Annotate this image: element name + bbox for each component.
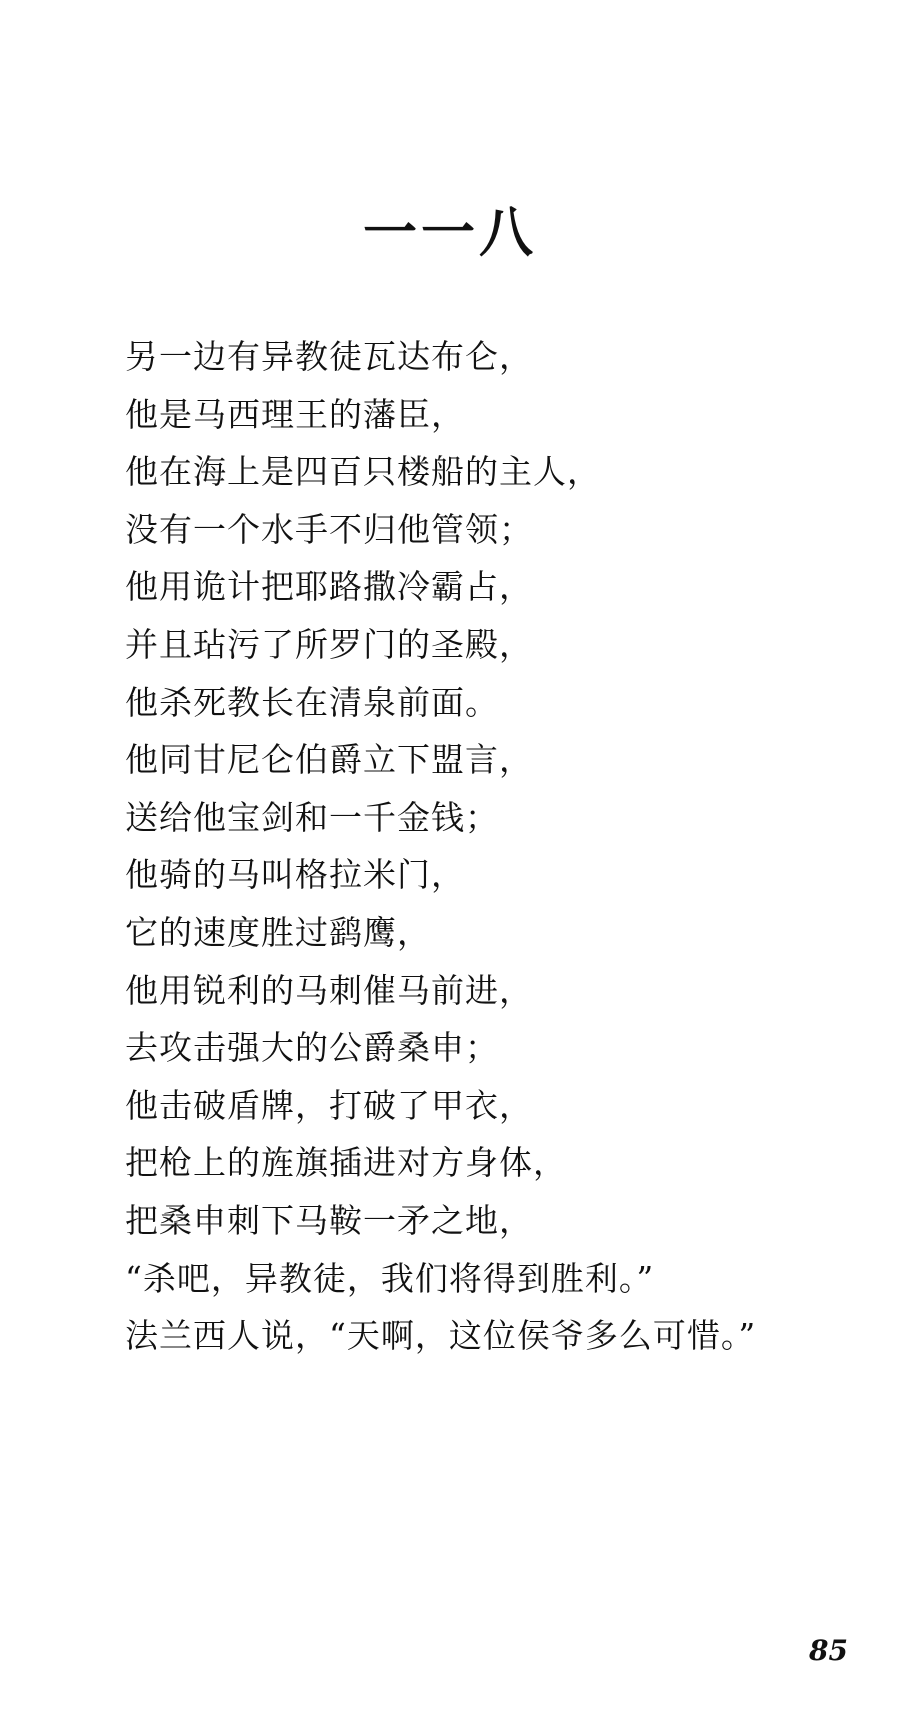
poem-line: 另一边有异教徒瓦达布仑， xyxy=(125,337,533,376)
poem-line: “杀吧，异教徒，我们将得到胜利。” xyxy=(125,1258,655,1298)
poem-line: 他骑的马叫格拉米门， xyxy=(125,855,465,895)
poem-line: 他杀死教长在清泉前面。 xyxy=(125,682,499,722)
poem-line: 他是马西理王的藩臣， xyxy=(125,394,465,434)
poem-line: 他用锐利的马刺催马前进， xyxy=(125,970,533,1010)
poem-line: 法兰西人说，“天啊，这位侯爷多么可惜。” xyxy=(125,1316,757,1356)
section-title: 一一八 xyxy=(363,200,537,264)
poem-line: 他同甘尼仑伯爵立下盟言， xyxy=(125,740,533,780)
poem-line: 并且玷污了所罗门的圣殿， xyxy=(125,624,533,664)
poem-stanza xyxy=(125,328,756,1365)
poem-line: 去攻击强大的公爵桑申； xyxy=(125,1028,499,1068)
poem-line: 它的速度胜过鹞鹰， xyxy=(125,912,431,952)
poem-line: 送给他宝剑和一千金钱； xyxy=(125,797,499,837)
poem-line: 把枪上的旌旗插进对方身体， xyxy=(125,1143,567,1183)
poem-line: 他用诡计把耶路撒冷霸占， xyxy=(125,567,533,607)
poem-line: 没有一个水手不归他管领； xyxy=(125,509,533,549)
poem-line: 他在海上是四百只楼船的主人， xyxy=(125,452,601,492)
poem-line: 他击破盾牌，打破了甲衣， xyxy=(125,1085,533,1125)
page-number: 85 xyxy=(809,1634,848,1667)
poem-line: 把桑申刺下马鞍一矛之地， xyxy=(125,1200,533,1240)
